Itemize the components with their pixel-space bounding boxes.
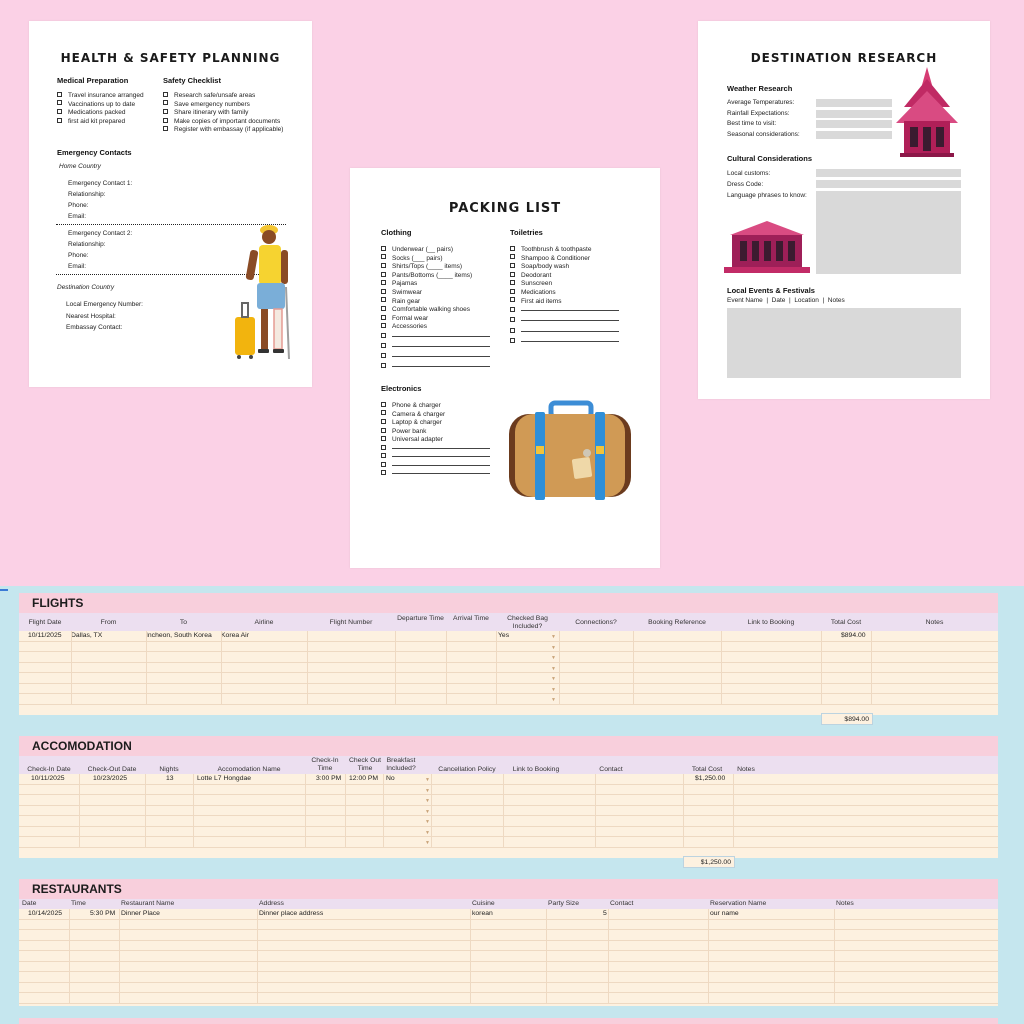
events-heading: Local Events & Festivals <box>727 286 815 295</box>
checkbox[interactable] <box>510 328 515 333</box>
column-header[interactable]: Accomodation Name <box>217 766 281 773</box>
blank-line <box>392 356 490 357</box>
section-title: FLIGHTS <box>19 593 998 613</box>
blank-line <box>521 320 619 321</box>
field-label: Embassay Contact: <box>66 324 123 331</box>
from-cell[interactable]: Dallas, TX <box>71 632 103 639</box>
checklist-item[interactable]: Vaccinations up to date <box>57 101 144 110</box>
field-label: Local Emergency Number: <box>66 301 143 308</box>
checkbox[interactable] <box>163 100 168 105</box>
checklist-item[interactable]: Make copies of important documents <box>163 118 283 127</box>
table-row[interactable] <box>19 837 998 848</box>
checklist-item[interactable]: Sunscreen <box>510 280 619 289</box>
table-row[interactable] <box>19 684 998 695</box>
grid-line <box>721 631 722 705</box>
next-section-header <box>19 1018 998 1024</box>
blank-item[interactable] <box>381 470 490 478</box>
chevron-down-icon[interactable]: ▼ <box>551 644 556 651</box>
grid-line <box>345 774 346 848</box>
electronics-list <box>381 402 490 479</box>
grid-line <box>146 631 147 705</box>
blank-line <box>392 366 490 367</box>
palace-illustration <box>722 221 812 275</box>
page-title: HEALTH & SAFETY PLANNING <box>60 51 281 65</box>
chevron-down-icon[interactable]: ▼ <box>551 697 556 703</box>
checkbox[interactable] <box>510 246 515 251</box>
table-row[interactable] <box>19 827 998 838</box>
checkbox[interactable] <box>510 317 515 322</box>
checkbox[interactable] <box>381 419 386 424</box>
table-row[interactable] <box>19 774 998 785</box>
field-label: Dress Code: <box>727 180 764 188</box>
field-label: Email: <box>68 263 87 270</box>
restaurants-grid <box>19 909 998 1004</box>
checkbox[interactable] <box>57 109 62 114</box>
grid-line <box>470 909 471 1004</box>
column-header[interactable]: Flight Number <box>329 619 373 626</box>
accommodation-total[interactable]: $1,250.00 <box>683 856 735 868</box>
grid-line <box>119 909 120 1004</box>
table-row[interactable] <box>19 642 998 653</box>
grid-line <box>871 631 872 705</box>
weather-heading: Weather Research <box>727 84 793 93</box>
checkbox[interactable] <box>381 263 386 268</box>
blank-line <box>392 346 490 347</box>
injured-traveler-illustration <box>231 217 297 367</box>
checkbox[interactable] <box>163 109 168 114</box>
cuisine-cell[interactable]: korean <box>472 910 493 917</box>
field-label: Phone: <box>68 252 89 259</box>
grid-line <box>446 631 447 705</box>
column-header[interactable]: Address <box>259 900 284 907</box>
checklist-item[interactable]: Deodorant <box>510 272 619 281</box>
itinerary-spreadsheet <box>0 586 1024 1024</box>
checkbox[interactable] <box>381 280 386 285</box>
flights-grid <box>19 631 998 705</box>
checkbox[interactable] <box>381 453 386 458</box>
weather-input-1[interactable] <box>816 99 892 107</box>
checkbox[interactable] <box>381 436 386 441</box>
column-header[interactable]: Reservation Name <box>710 900 767 907</box>
checkbox[interactable] <box>381 297 386 302</box>
flights-section <box>19 593 998 715</box>
checkbox[interactable] <box>510 263 515 268</box>
checkbox[interactable] <box>381 445 386 450</box>
table-row[interactable] <box>19 909 998 920</box>
column-header[interactable]: Flight Date <box>28 619 62 626</box>
electronics-heading: Electronics <box>381 384 422 393</box>
field-label: Emergency Contact 1: <box>68 180 133 187</box>
safety-heading: Safety Checklist <box>163 76 221 85</box>
table-row[interactable] <box>19 694 998 705</box>
column-header[interactable]: Notes <box>737 766 755 773</box>
column-header[interactable]: Total Cost <box>830 619 862 626</box>
column-header[interactable]: From <box>100 619 117 626</box>
table-row[interactable] <box>19 951 998 962</box>
grid-line <box>683 774 684 848</box>
clothing-list <box>381 246 490 372</box>
breakfast-cell[interactable]: No <box>386 775 395 782</box>
weather-input-4[interactable] <box>816 131 892 139</box>
flights-total[interactable]: $894.00 <box>821 713 873 725</box>
checkbox[interactable] <box>510 272 515 277</box>
table-row[interactable] <box>19 631 998 642</box>
checkbox[interactable] <box>381 353 386 358</box>
time-cell[interactable]: 5:30 PM <box>90 910 116 917</box>
checklist-item[interactable]: Rain gear <box>381 298 490 307</box>
accommodation-grid <box>19 774 998 848</box>
checklist-item[interactable]: Formal wear <box>381 315 490 324</box>
checkbox[interactable] <box>381 363 386 368</box>
emergency-heading: Emergency Contacts <box>57 148 132 157</box>
checkbox[interactable] <box>381 428 386 433</box>
grid-line <box>79 774 80 848</box>
checkbox[interactable] <box>510 297 515 302</box>
weather-input-2[interactable] <box>816 110 892 118</box>
contact2-fields <box>68 228 132 272</box>
blank-item[interactable] <box>510 327 619 338</box>
page-title: DESTINATION RESEARCH <box>750 51 938 65</box>
checklist-item[interactable]: Save emergency numbers <box>163 101 283 110</box>
reservation-name-cell[interactable]: our name <box>710 910 739 917</box>
checkbox[interactable] <box>381 343 386 348</box>
cell-cursor <box>0 589 8 591</box>
checkbox[interactable] <box>510 307 515 312</box>
grid-line <box>733 774 734 848</box>
checklist-item[interactable]: Swimwear <box>381 289 490 298</box>
checklist-item[interactable]: Share itinerary with family <box>163 109 283 118</box>
column-header[interactable]: Contact <box>599 766 623 773</box>
customs-input[interactable] <box>816 169 961 177</box>
blank-line <box>392 456 490 457</box>
address-cell[interactable]: Dinner place address <box>259 910 324 917</box>
checkbox[interactable] <box>381 333 386 338</box>
section-title: ACCOMODATION <box>19 736 998 756</box>
table-row[interactable] <box>19 816 998 827</box>
grid-line <box>708 909 709 1004</box>
chevron-down-icon[interactable]: ▼ <box>551 655 556 661</box>
column-header[interactable]: Check-Out Date <box>87 766 137 773</box>
column-header[interactable]: Notes <box>836 900 854 907</box>
table-row[interactable] <box>19 972 998 983</box>
table-row[interactable] <box>19 962 998 973</box>
field-label: Email: <box>68 213 87 220</box>
checklist-item[interactable]: Toothbrush & toothpaste <box>510 246 619 255</box>
checklist-item[interactable]: Underwear (__ pairs) <box>381 246 490 255</box>
page-title: PACKING LIST <box>448 201 562 216</box>
destination-research-page <box>698 21 990 399</box>
blank-line <box>392 448 490 449</box>
column-header[interactable]: Arrival Time <box>453 615 489 622</box>
checkbox[interactable] <box>381 470 386 475</box>
grid-line <box>221 631 222 705</box>
weather-fields <box>727 98 800 140</box>
checkbox[interactable] <box>381 272 386 277</box>
clothing-heading: Clothing <box>381 228 412 237</box>
grid-line <box>193 774 194 848</box>
medical-list <box>57 92 144 126</box>
column-header[interactable]: Checked Bag Included? <box>507 615 548 630</box>
grid-line <box>546 909 547 1004</box>
grid-line <box>145 774 146 848</box>
column-header[interactable]: Cancellation Policy <box>438 766 496 773</box>
checklist-item[interactable]: Phone & charger <box>381 402 490 411</box>
column-header[interactable]: Party Size <box>548 900 579 907</box>
checkbox[interactable] <box>381 410 386 415</box>
table-row[interactable] <box>19 920 998 931</box>
checklist-item[interactable]: Soap/body wash <box>510 263 619 272</box>
column-header[interactable]: Total Cost <box>691 766 723 773</box>
checkbox[interactable] <box>381 462 386 467</box>
blank-item[interactable] <box>510 306 619 317</box>
field-label: Best time to visit: <box>727 120 777 128</box>
column-header[interactable]: Booking Reference <box>648 619 706 626</box>
checklist-item[interactable]: Pajamas <box>381 280 490 289</box>
table-row[interactable] <box>19 806 998 817</box>
checkin-date-cell[interactable]: 10/11/2025 <box>31 775 65 782</box>
blank-line <box>521 310 619 311</box>
blank-item[interactable] <box>381 352 490 362</box>
table-row[interactable] <box>19 663 998 674</box>
accommodation-name-cell[interactable]: Lotte L7 Hongdae <box>197 775 252 782</box>
language-input[interactable] <box>816 191 961 274</box>
checklist-item[interactable]: Medications <box>510 289 619 298</box>
grid-line <box>595 774 596 848</box>
restaurants-section <box>19 879 998 1006</box>
cultural-heading: Cultural Considerations <box>727 154 813 163</box>
grid-line <box>608 909 609 1004</box>
field-label: Language phrases to know: <box>727 191 807 199</box>
blank-item[interactable] <box>381 332 490 342</box>
checkbox[interactable] <box>381 315 386 320</box>
blank-line <box>392 336 490 337</box>
checkbox[interactable] <box>381 402 386 407</box>
chevron-down-icon[interactable]: ▼ <box>425 777 430 783</box>
checkout-time-cell[interactable]: 12:00 PM <box>349 775 379 782</box>
blank-item[interactable] <box>381 362 490 372</box>
chevron-down-icon[interactable]: ▼ <box>425 829 430 836</box>
blank-line <box>392 465 490 466</box>
checklist-item[interactable]: Shampoo & Conditioner <box>510 255 619 264</box>
checked-bag-cell[interactable]: Yes <box>498 632 510 639</box>
checkout-date-cell[interactable]: 10/23/2025 <box>93 775 128 782</box>
packing-list-page <box>350 168 660 568</box>
weather-input-3[interactable] <box>816 120 892 128</box>
medical-heading: Medical Preparation <box>57 76 129 85</box>
field-label: Seasonal considerations: <box>727 130 800 138</box>
grid-line <box>395 631 396 705</box>
flight-date-cell[interactable]: 10/11/2025 <box>28 632 62 639</box>
field-label: Nearest Hospital: <box>66 312 116 320</box>
chevron-down-icon[interactable]: ▼ <box>425 819 430 825</box>
checkbox[interactable] <box>381 306 386 311</box>
airline-cell[interactable]: Korea Air <box>221 632 249 639</box>
checklist-item[interactable]: Laptop & charger <box>381 419 490 428</box>
checkbox[interactable] <box>510 280 515 285</box>
blank-item[interactable] <box>381 462 490 470</box>
accommodation-section <box>19 736 998 858</box>
chevron-down-icon[interactable]: ▼ <box>425 787 430 794</box>
total-cost-cell[interactable]: $1,250.00 <box>695 775 726 782</box>
field-label: Relationship: <box>68 191 106 198</box>
dress-code-input[interactable] <box>816 180 961 188</box>
table-row[interactable] <box>19 673 998 684</box>
column-header[interactable]: Check-In Time <box>311 757 339 772</box>
destination-country-label: Destination Country <box>57 284 115 291</box>
checklist-item[interactable]: Shirts/Tops (____ items) <box>381 263 490 272</box>
blank-line <box>521 341 619 342</box>
field-label: Local customs: <box>727 170 771 177</box>
restaurants-column-headers <box>19 899 998 909</box>
temple-illustration <box>896 67 958 157</box>
checkbox[interactable] <box>381 289 386 294</box>
field-label: Phone: <box>68 202 89 209</box>
grid-line <box>834 909 835 1004</box>
accommodation-column-headers <box>19 756 998 774</box>
column-header[interactable]: Contact <box>610 900 634 907</box>
to-cell[interactable]: Incheon, South Korea <box>146 632 212 639</box>
blank-item[interactable] <box>381 342 490 352</box>
grid-line <box>257 909 258 1004</box>
grid-line <box>307 631 308 705</box>
table-row[interactable] <box>19 983 998 994</box>
column-header[interactable]: Check Out Time <box>348 757 382 772</box>
checklist-item[interactable]: first aid kit prepared <box>57 118 144 127</box>
column-header[interactable]: Link to Booking <box>747 619 795 626</box>
destination-fields <box>66 299 143 334</box>
blank-item[interactable] <box>510 338 619 349</box>
grid-line <box>305 774 306 848</box>
checklist-item[interactable]: Comfortable walking shoes <box>381 306 490 315</box>
field-label: Emergency Contact 2: <box>68 230 133 237</box>
table-row[interactable] <box>19 795 998 806</box>
column-header[interactable]: Check-In Date <box>27 766 71 773</box>
checkbox[interactable] <box>57 118 62 123</box>
safety-list <box>163 92 283 135</box>
checkbox[interactable] <box>381 246 386 251</box>
blank-item[interactable] <box>510 317 619 328</box>
checkbox[interactable] <box>163 118 168 123</box>
checklist-item[interactable]: Camera & charger <box>381 411 490 420</box>
grid-line <box>69 909 70 1004</box>
section-title: RESTAURANTS <box>19 879 998 899</box>
column-header[interactable]: Notes <box>925 619 944 626</box>
checklist-item[interactable]: Socks (___ pairs) <box>381 255 490 264</box>
chevron-down-icon[interactable]: ▼ <box>425 808 430 815</box>
checklist-item[interactable]: Power bank <box>381 428 490 437</box>
events-columns: Event Name | Date | Location | Notes <box>727 297 845 304</box>
nights-cell[interactable]: 13 <box>166 775 174 782</box>
checkbox[interactable] <box>163 92 168 97</box>
table-row[interactable] <box>19 930 998 941</box>
checkin-time-cell[interactable]: 3:00 PM <box>316 775 342 782</box>
blank-line <box>521 331 619 332</box>
checkbox[interactable] <box>510 338 515 343</box>
grid-line <box>71 631 72 705</box>
checkbox[interactable] <box>510 289 515 294</box>
grid-line <box>431 774 432 848</box>
field-label: Relationship: <box>68 241 106 248</box>
toiletries-list <box>510 246 619 348</box>
checkbox[interactable] <box>163 126 168 131</box>
checklist-item[interactable]: Medications packed <box>57 109 144 118</box>
grid-line <box>559 631 560 705</box>
column-header[interactable]: Connections? <box>575 619 617 626</box>
column-header[interactable]: Restaurant Name <box>121 900 175 907</box>
date-cell[interactable]: 10/14/2025 <box>28 910 63 917</box>
chevron-down-icon[interactable]: ▼ <box>425 840 430 846</box>
checklist-item[interactable]: Travel insurance arranged <box>57 92 144 101</box>
party-size-cell[interactable]: 5 <box>603 910 607 917</box>
checklist-item[interactable]: Accessories <box>381 323 490 332</box>
health-safety-page <box>29 21 312 387</box>
checklist-item[interactable]: First aid items <box>510 298 619 307</box>
toiletries-heading: Toiletries <box>510 228 543 237</box>
column-header[interactable]: Departure Time <box>397 615 444 622</box>
blank-item[interactable] <box>381 445 490 453</box>
events-input[interactable] <box>727 308 961 378</box>
blank-line <box>392 473 490 474</box>
grid-line <box>496 631 497 705</box>
table-row[interactable] <box>19 993 998 1004</box>
chevron-down-icon[interactable]: ▼ <box>551 634 556 640</box>
grid-line <box>821 631 822 705</box>
grid-line <box>503 774 504 848</box>
table-row[interactable] <box>19 652 998 663</box>
column-header[interactable]: Cuisine <box>472 900 495 907</box>
column-header[interactable]: Breakfast Included? <box>386 757 416 772</box>
chevron-down-icon[interactable]: ▼ <box>551 686 556 693</box>
field-label: Rainfall Expectations: <box>727 109 790 117</box>
column-header[interactable]: To <box>179 619 188 626</box>
column-header[interactable]: Nights <box>159 766 179 773</box>
checklist-item[interactable]: Pants/Bottoms (____ items) <box>381 272 490 281</box>
column-header[interactable]: Time <box>71 900 86 907</box>
total-cost-cell[interactable]: $894.00 <box>841 632 866 639</box>
blank-item[interactable] <box>381 453 490 461</box>
checkbox[interactable] <box>381 323 386 328</box>
checkbox[interactable] <box>381 254 386 259</box>
restaurant-name-cell[interactable]: Dinner Place <box>121 910 160 917</box>
table-row[interactable] <box>19 941 998 952</box>
table-row[interactable] <box>19 785 998 796</box>
grid-line <box>383 774 384 848</box>
chevron-down-icon[interactable]: ▼ <box>551 665 556 672</box>
cultural-fields <box>727 169 807 201</box>
checklist-item[interactable]: Register with embassay (if applicable) <box>163 126 283 135</box>
chevron-down-icon[interactable]: ▼ <box>551 676 556 682</box>
checkbox[interactable] <box>57 100 62 105</box>
checklist-item[interactable]: Universal adapter <box>381 436 490 445</box>
checkbox[interactable] <box>57 92 62 97</box>
flights-column-headers <box>19 613 998 631</box>
home-country-label: Home Country <box>59 163 101 170</box>
chevron-down-icon[interactable]: ▼ <box>425 798 430 804</box>
contact1-fields <box>68 178 132 222</box>
column-header[interactable]: Airline <box>254 619 274 626</box>
field-label: Average Temperatures: <box>727 99 795 106</box>
column-header[interactable]: Date <box>22 900 37 907</box>
suitcase-illustration <box>507 400 633 500</box>
checklist-item[interactable]: Research safe/unsafe areas <box>163 92 283 101</box>
column-header[interactable]: Link to Booking <box>512 766 560 773</box>
checkbox[interactable] <box>510 254 515 259</box>
grid-line <box>633 631 634 705</box>
